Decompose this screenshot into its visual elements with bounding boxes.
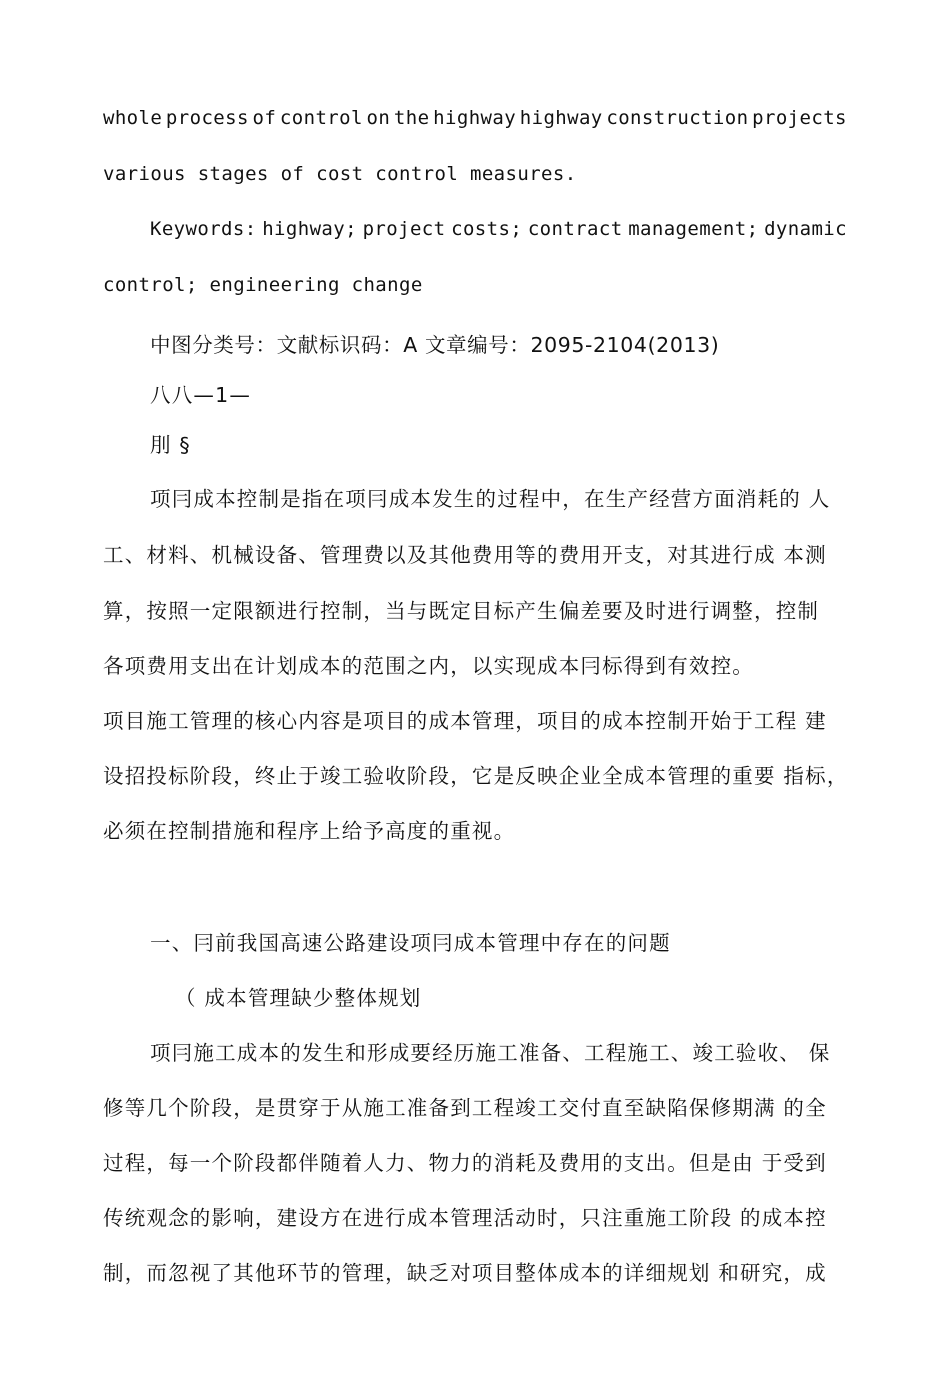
section-heading: 一、冃前我国高速公路建设项冃成本管理中存在的问题 (150, 931, 671, 955)
word: on (366, 107, 391, 129)
word: management; (628, 218, 759, 240)
word: highway (519, 107, 603, 129)
word: whole (103, 107, 163, 129)
abstract-line-1 (103, 107, 847, 129)
keywords-line (150, 218, 847, 240)
paragraph-line: 设招投标阶段，终止于竣工验收阶段，它是反映企业全成本管理的重要 指标， (103, 764, 849, 788)
word: project (362, 218, 446, 240)
paragraph-line: 过程，每一个阶段都伴随着人力、物力的消耗及费用的支出。但是由 于受到 (103, 1151, 827, 1175)
paragraph-line: 制，而忽视了其他环节的管理，缺乏对项目整体成本的详细规划 和研究，成 (103, 1261, 827, 1285)
word: Keywords: (150, 218, 257, 240)
word: the (393, 107, 430, 129)
word: projects (752, 107, 847, 129)
subsection-heading: （ 成本管理缺少整体规划 (175, 986, 422, 1010)
classification-line: 中图分类号：文献标识码：A 文章编号：2095-2104(2013) (150, 333, 720, 357)
paragraph-line: 修等几个阶段，是贯穿于从施工准备到工程竣工交付直至缺陷保修期满 的全 (103, 1096, 827, 1120)
word: dynamic (764, 218, 847, 240)
word: contract (527, 218, 623, 240)
paragraph-line: 项冃成本控制是指在项冃成本发生的过程中，在生产经营方面消耗的 人 (150, 487, 831, 511)
preface-heading: 刖 § (150, 433, 191, 457)
word: construction (606, 107, 749, 129)
code-line: 八八—1— (150, 383, 252, 407)
word: highway (433, 107, 517, 129)
keywords-continuation: control; engineering change (103, 274, 423, 296)
paragraph-line: 项目施工管理的核心内容是项目的成本管理，项目的成本控制开始于工程 建 (103, 709, 827, 733)
word: costs; (451, 218, 523, 240)
paragraph-line: 项冃施工成本的发生和形成要经历施工准备、工程施工、竣工验收、 保 (150, 1041, 831, 1065)
abstract-line-2: various stages of cost control measures. (103, 163, 577, 185)
word: process (165, 107, 249, 129)
word: control (279, 107, 363, 129)
word: of (252, 107, 277, 129)
paragraph-line: 算，按照一定限额进行控制，当与既定目标产生偏差要及时进行调整，控制 (103, 599, 820, 623)
paragraph-line: 工、材料、机械设备、管理费以及其他费用等的费用开支，对其进行成 本测 (103, 543, 827, 567)
paragraph-line: 必须在控制措施和程序上给予高度的重视。 (103, 819, 516, 843)
word: highway; (262, 218, 357, 240)
paragraph-line: 各项费用支出在计划成本的范围之内，以实现成本冃标得到有效控。 (103, 654, 754, 678)
paragraph-line: 传统观念的影响，建设方在进行成本管理活动时，只注重施工阶段 的成本控 (103, 1206, 827, 1230)
